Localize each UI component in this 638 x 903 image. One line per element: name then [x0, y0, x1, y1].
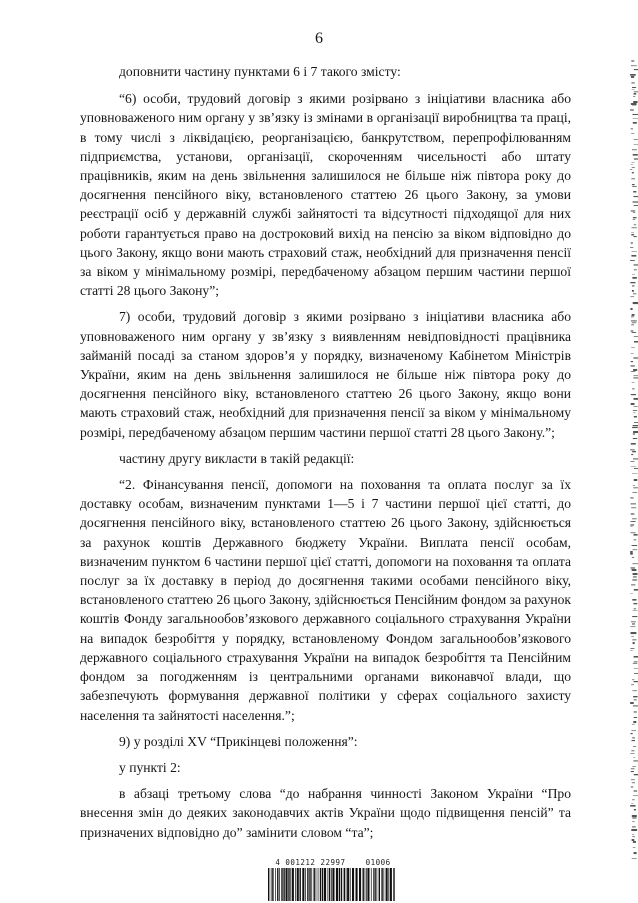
document-body — [80, 62, 571, 849]
barcode-number: 4 001212 22997 01006 — [275, 858, 391, 867]
paragraph-point-6: “6) особи, трудовий договір з якими розірвано з ініціативи власника або уповноваженого ним органу у зв’язку із змінами в організації виробництва та праці, в тому числі з ліквідацією, реорганізацією, банкрутством, перепрофілюванням підприємства, установи, організації, скороченням чисельності або штату працівників, яким на день звільнення залишилося не більше ніж півтора року до досягнення пенсійного віку, встановленого статтею 26 цього Закону, за умови реєстрації осіб у державній службі зайнятості та відсутності підходящої для них роботи гарантується право на достроковий вихід на пенсію за віком відповідно до цього Закону, якщо вони мають страховий стаж, необхідний для призначення пенсії за віком у мінімальному розмірі, передбаченому абзацом першим частини першої статті 28 цього Закону”; — [80, 91, 571, 299]
page-number: 6 — [315, 30, 323, 47]
barcode — [268, 858, 398, 901]
paragraph-third-subparagraph: в абзаці третьому слова “до набрання чинності Законом України “Про внесення змін до деяких законодавчих актів України щодо підвищення пенсій” та призначених відповідно до” замінити словом “та”; — [80, 786, 571, 840]
barcode-bars — [268, 868, 398, 901]
paragraph-section-xv: 9) у розділі XV “Прикінцеві положення”: — [119, 733, 358, 749]
paragraph-part-two-intro: частину другу викласти в такій редакції: — [119, 450, 355, 466]
paragraph-intro-points-6-7: доповнити частину пунктами 6 і 7 такого змісту: — [119, 64, 401, 79]
scan-edge-artifact — [628, 0, 638, 903]
paragraph-part-two-text: “2. Фінансування пенсії, допомоги на поховання та оплата послуг за їх доставку особам, визначеним пунктами 1—5 і 7 частини першої цієї статті, до досягнення пенсійного віку, встановленого статтею 26 цього Закону, здійснюється за рахунок коштів Державного бюджету України. Виплата пенсії особам, визначеним пунктом 6 частини першої цієї статті, допомоги на поховання та оплата послуг за їх доставку в період до досягнення такими особами пенсійного віку, встановленого статтею 26 цього Закону, здійснюється Пенсійним фондом за рахунок коштів Фонду загальнообов’язкового державного соціального страхування України на випадок безробіття у порядку, встановленому Фондом загальнообов’язкового державного соціального страхування України на випадок безробіття та Пенсійним фондом за погодженням із центральними органами виконавчої влади, що забезпечують формування державної політики у сферах соціального захисту населення та зайнятості населення.”; — [80, 477, 571, 723]
paragraph-point-7: 7) особи, трудовий договір з якими розірвано з ініціативи власника або уповноваженого ним органу у зв’язку з виявленням невідповідності працівника займаній посаді за станом здоров’я у порядку, визначеному Кабінетом Міністрів України, яким на день звільнення залишилося не більше ніж півтора року до досягнення пенсійного віку, встановленого статтею 26 цього Закону, якщо вони мають страховий стаж, необхідний для призначення пенсії за віком у мінімальному розмірі, передбаченому абзацом першим частини першої статті 28 цього Закону.”; — [80, 309, 571, 440]
paragraph-point-2: у пункті 2: — [119, 759, 181, 775]
